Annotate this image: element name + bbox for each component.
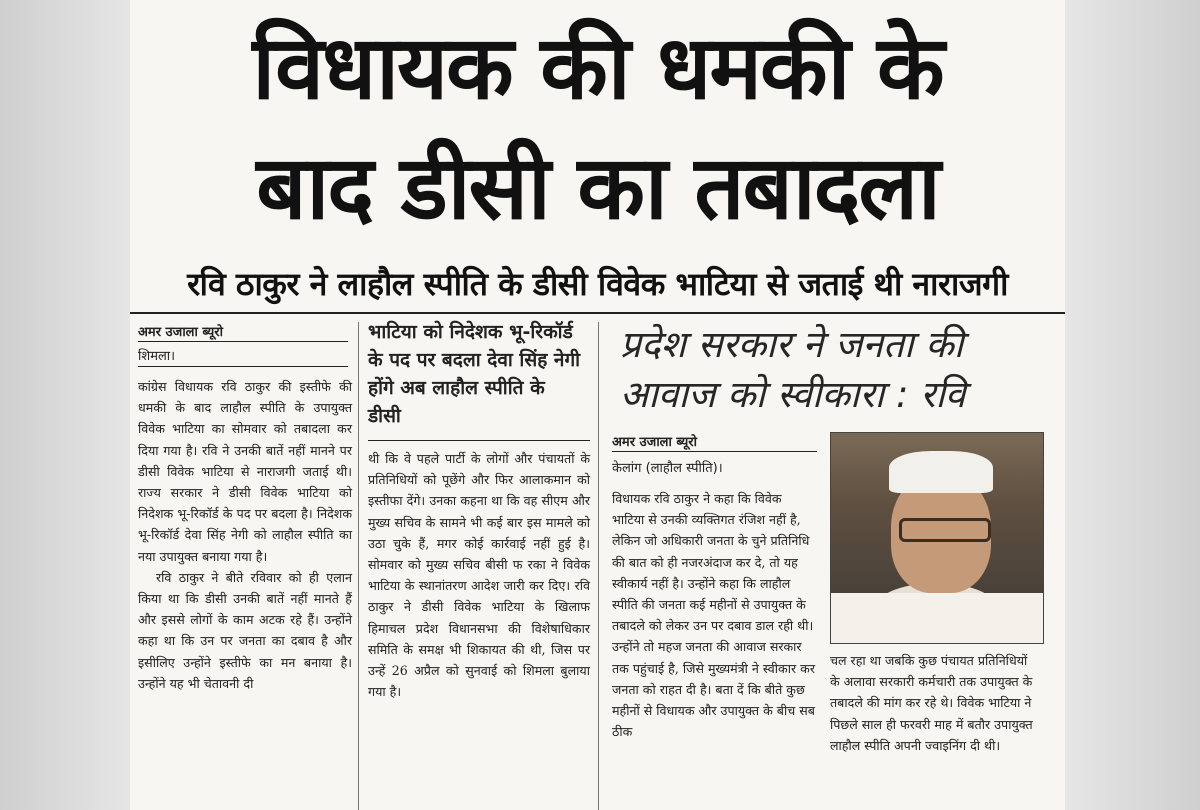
right-byline: अमर उजाला ब्यूरो — [612, 435, 697, 450]
left-dateline-rule — [138, 366, 348, 367]
headline-line-1: विधायक की धमकी के — [252, 16, 943, 119]
photo-glasses — [899, 518, 991, 542]
photo-cap — [889, 451, 993, 493]
mla-photo — [830, 432, 1044, 644]
column-divider-2 — [598, 322, 599, 810]
left-story-paragraph-2: रवि ठाकुर ने बीते रविवार को ही एलान किया था कि डीसी उनकी बातें नहीं मानते हैं और इससे लोगों के काम अटक रहे हैं। उन्होंने कहा था कि उन पर जनता का दबाव है और इसीलिए उन्होंने इस्तीफे का मन बनाया है। उन्होंने यह भी चेतावनी दी — [138, 569, 352, 691]
box-headline: भाटिया को निदेशक भू-रिकॉर्ड के पद पर बदला देवा सिंह नेगी होंगे अब लाहौल स्पीति के डीसी — [368, 321, 581, 427]
right-byline-rule — [612, 451, 817, 452]
left-story-column-1 — [138, 376, 352, 694]
left-story-paragraph-1: कांग्रेस विधायक रवि ठाकुर की इस्तीफे की धमकी के बाद लाहौल स्पीति के उपायुक्त विवेक भाटिया का सोमवार को तबादला कर दिया गया है। रवि ने उनकी बातें नहीं मानने पर डीसी विवेक भाटिया से नाराजगी जताई थी। राज्य सरकार ने डीसी विवेक भाटिया को निदेशक भू-रिकॉर्ड के पद पर बदला है। निदेशक भू-रिकॉर्ड देवा सिंह नेगी को लाहौल स्पीति का नया उपायुक्त बनाया गया है। — [138, 379, 352, 564]
right-margin-shadow — [1065, 0, 1200, 810]
right-story-column-2-text: चल रहा था जबकि कुछ पंचायत प्रतिनिधियों के अलावा सरकारी कर्मचारी तक उपायुक्त के तबादले की मांग कर रहे थे। विवेक भाटिया ने पिछले साल ही फरवरी माह में बतौर उपायुक्त लाहौल स्पीति अपनी ज्वाइनिंग दी थी। — [830, 653, 1033, 753]
right-story-column-2 — [830, 650, 1040, 756]
column-divider-1 — [358, 322, 359, 810]
left-dateline: शिमला। — [138, 349, 176, 364]
box-headline-rule — [368, 440, 590, 441]
headline-line-2: बाद डीसी का तबादला — [256, 136, 939, 239]
left-margin-shadow — [0, 0, 130, 810]
right-story-column-1-text: विधायक रवि ठाकुर ने कहा कि विवेक भाटिया से उनकी व्यक्तिगत रंजिश नहीं है, लेकिन जो अधिकारी जनता के चुने प्रतिनिधि की बात को ही नजरअंदाज कर दे, तो यह स्वीकार्य नहीं है। उन्होंने कहा कि लाहौल स्पीति की जनता कई महीनों से उपायुक्त के तबादले को लेकर उन पर दबाव डाल रही थी। उन्होंने तो महज जनता की आवाज सरकार तक पहुंचाई है, जिसे मुख्यमंत्री ने स्वीकार कर जनता को राहत दी है। बता दें कि बीते कुछ महीनों से विधायक और उपायुक्त के बीच सब ठीक — [612, 491, 815, 740]
left-story-column-2 — [368, 448, 590, 702]
left-byline-rule — [138, 341, 348, 342]
right-story-column-1 — [612, 488, 817, 742]
right-story-headline: प्रदेश सरकार ने जनता की आवाज को स्वीकारा : रवि — [620, 323, 966, 416]
right-dateline: केलांग (लाहौल स्पीति)। — [612, 461, 723, 476]
photo-shirt — [831, 593, 1043, 643]
subhead-rule — [130, 312, 1065, 314]
newspaper-clipping — [130, 0, 1065, 810]
left-story-column-2-text: थी कि वे पहले पार्टी के लोगों और पंचायतों के प्रतिनिधियों को पूछेंगे और फिर आलाकमान को इस्तीफा देंगे। उनका कहना था कि वह सीएम और मुख्य सचिव के सामने भी कई बार इस मामले को उठा चुके हैं, मगर कोई कार्रवाई नहीं हुई है। सोमवार को मुख्य सचिव बीसी फ रका ने विवेक भाटिया के स्थानांतरण आदेश जारी कर दिए। रवि ठाकुर ने डीसी विवेक भाटिया के खिलाफ हिमाचल प्रदेश विधानसभा की विशेषाधिकार समिति के समक्ष भी शिकायत की थी, जिस पर उन्हें 26 अप्रैल को सुनवाई को शिमला बुलाया गया है। — [368, 451, 590, 700]
left-byline: अमर उजाला ब्यूरो — [138, 325, 223, 340]
subheadline: रवि ठाकुर ने लाहौल स्पीति के डीसी विवेक भाटिया से जताई थी नाराजगी — [187, 265, 1008, 303]
